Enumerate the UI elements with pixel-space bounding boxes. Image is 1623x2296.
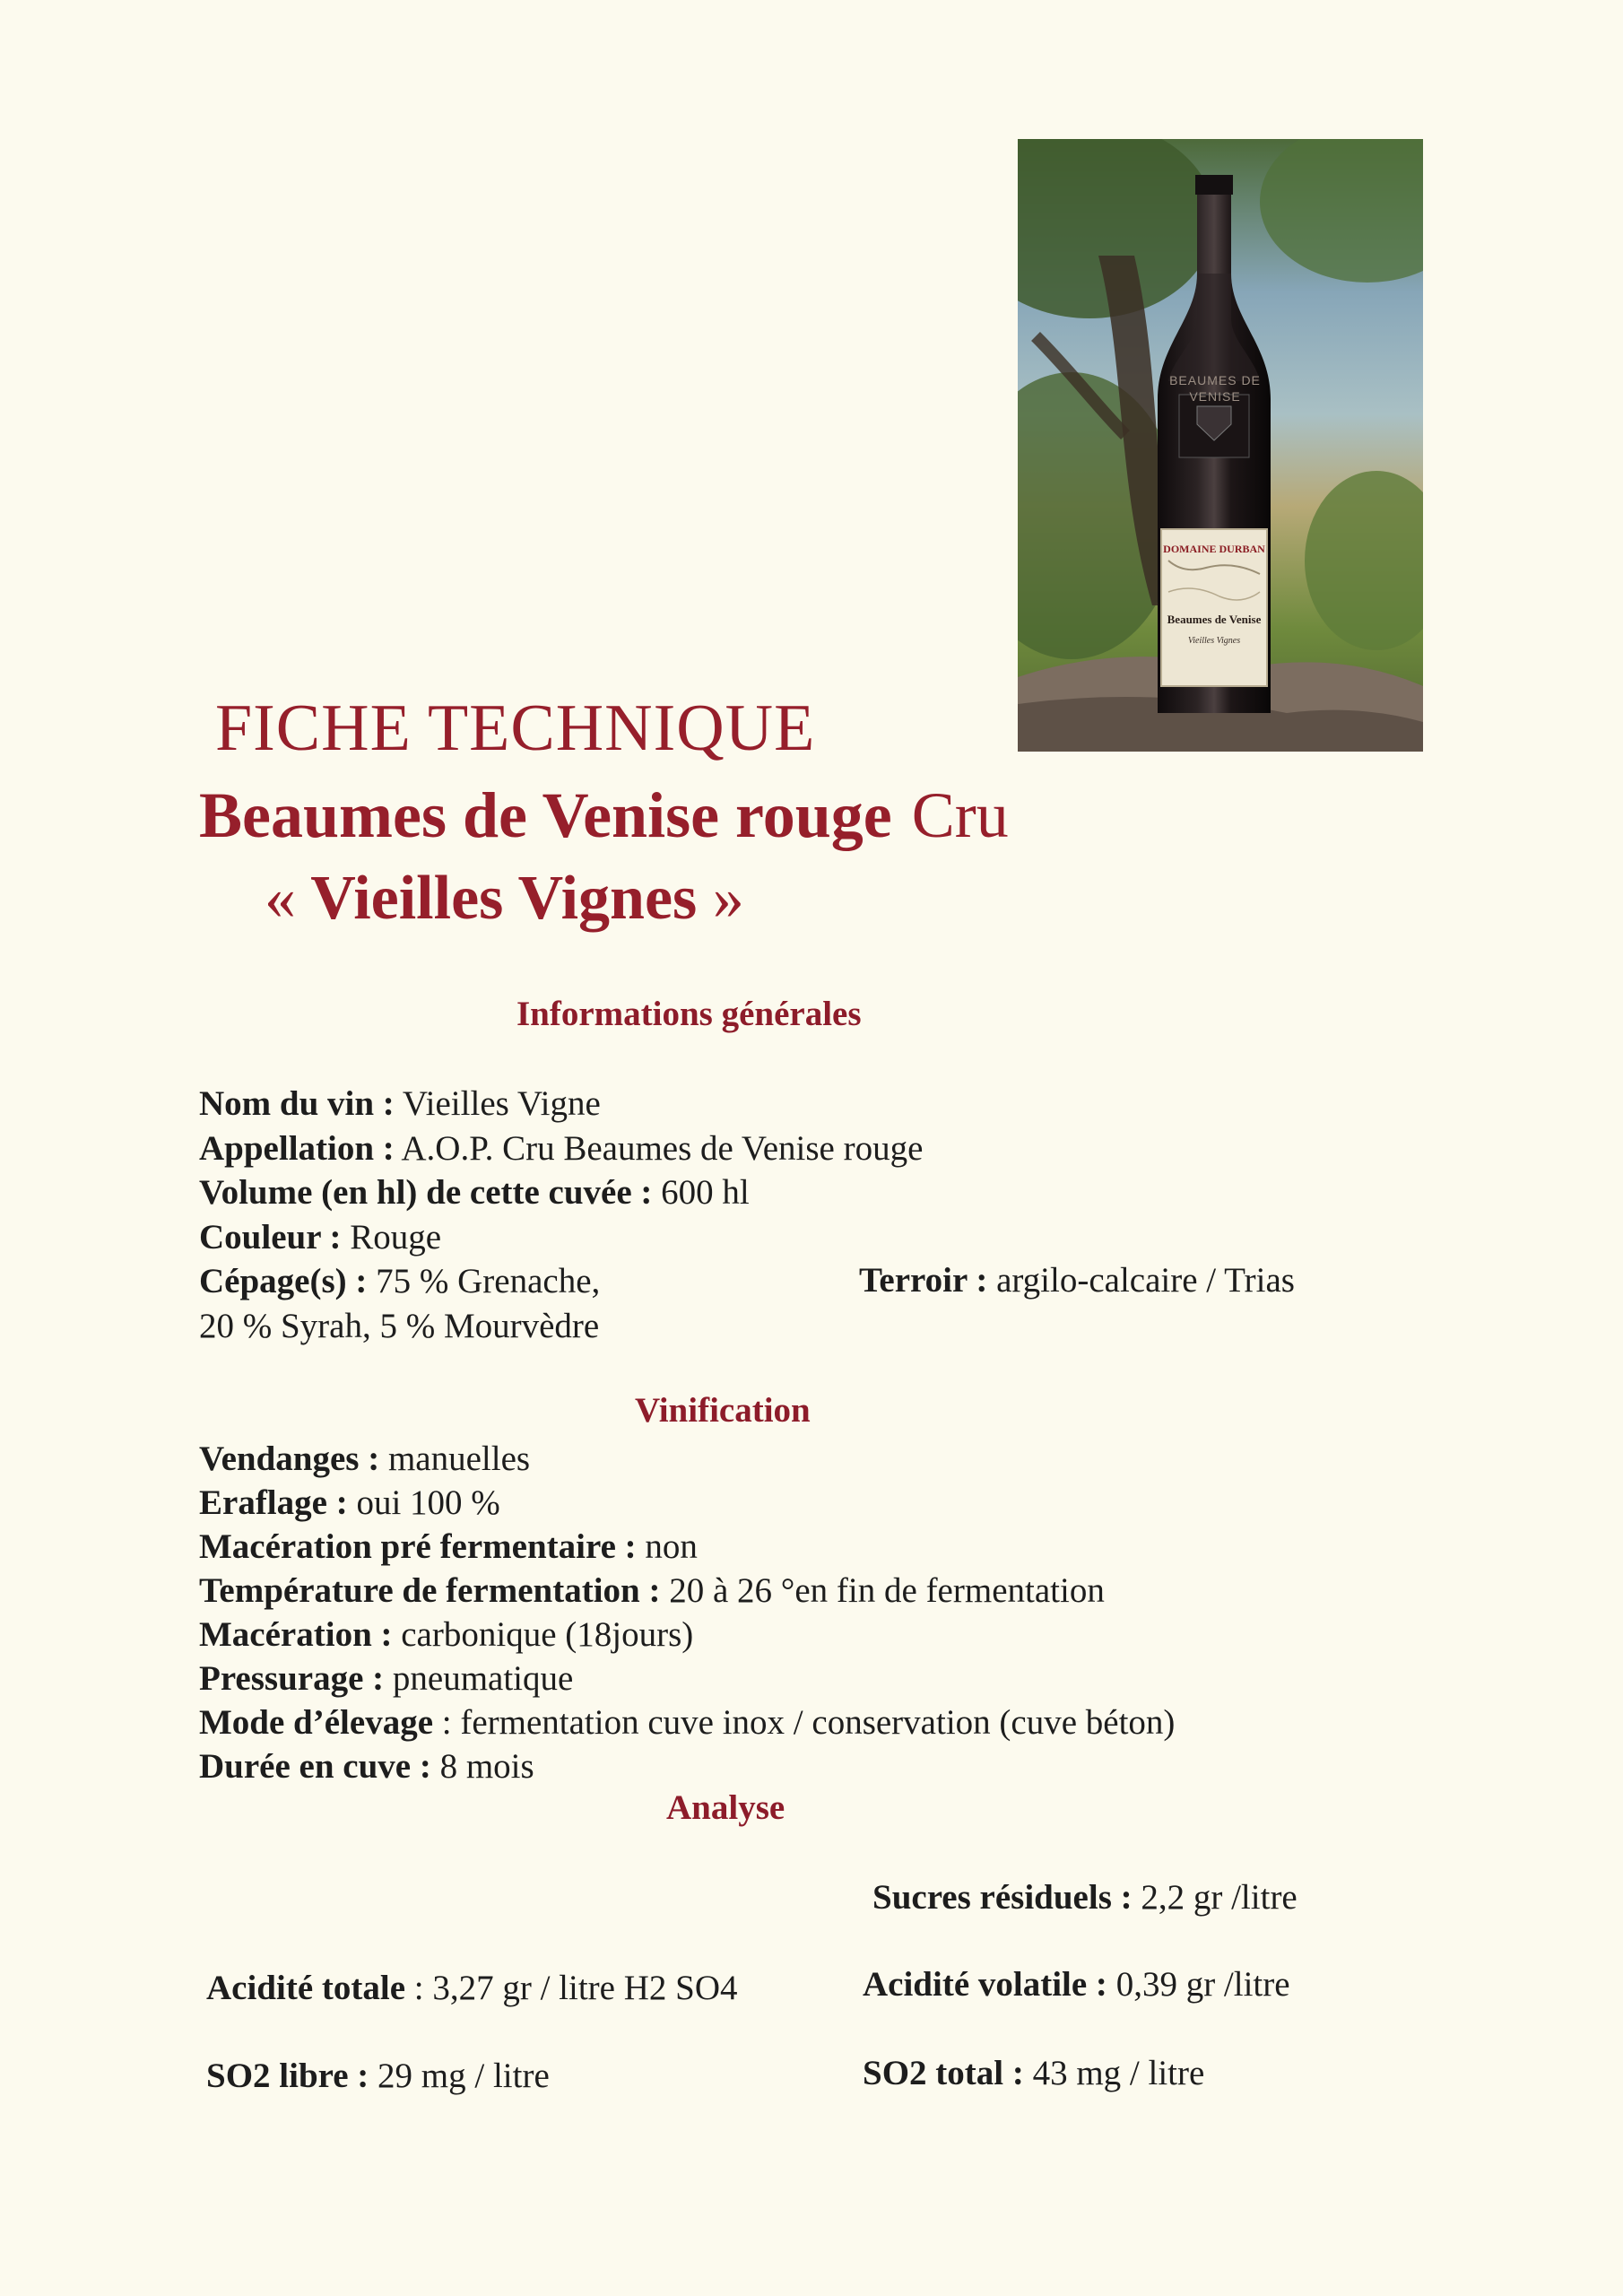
field-value: A.O.P. Cru Beaumes de Venise rouge <box>394 1128 924 1168</box>
label-estate-text: DOMAINE DURBAN <box>1163 543 1265 555</box>
field-value: Rouge <box>341 1217 442 1257</box>
field-value: 20 % Syrah, 5 % Mourvèdre <box>199 1306 600 1345</box>
field-value: manuelles <box>379 1439 531 1478</box>
field-couleur <box>199 1217 923 1262</box>
field-label: Acidité totale <box>206 1969 406 2007</box>
section-heading-analyse: Analyse <box>666 1788 785 1827</box>
field-value: 43 mg / litre <box>1023 2054 1205 2092</box>
field-label: Mode d’élevage <box>199 1703 434 1742</box>
field-label: SO2 total : <box>863 2054 1024 2092</box>
field-mode-elevage <box>199 1702 1175 1746</box>
wine-subtitle <box>199 778 1009 853</box>
field-acidite-totale <box>206 1968 738 2008</box>
field-value: oui 100 % <box>347 1483 500 1522</box>
field-maceration <box>199 1614 1175 1658</box>
field-maceration-pre <box>199 1526 1175 1570</box>
bottle-embossed-text: BEAUMES DE VENISE <box>1169 373 1261 404</box>
quote-open: « <box>265 864 296 933</box>
field-value: 2,2 gr /litre <box>1132 1878 1298 1917</box>
general-info-list <box>199 1083 923 1350</box>
wine-subtitle-cru: Cru <box>911 779 1009 851</box>
field-label: SO2 libre : <box>206 2057 369 2095</box>
field-label: Acidité volatile : <box>863 1965 1107 2004</box>
field-value: 0,39 gr /litre <box>1107 1965 1290 2004</box>
field-pressurage <box>199 1658 1175 1702</box>
label-wine-text: Beaumes de Venise <box>1167 613 1262 626</box>
field-value: 8 mois <box>430 1747 534 1786</box>
field-label: Couleur : <box>199 1217 342 1257</box>
field-cepages <box>199 1261 923 1306</box>
field-value: 20 à 26 °en fin de fermentation <box>660 1571 1105 1610</box>
field-value: carbonique (18jours) <box>392 1615 694 1654</box>
field-label: Terroir : <box>859 1261 988 1300</box>
quote-close: » <box>712 864 744 933</box>
section-heading-vinification: Vinification <box>635 1391 811 1430</box>
field-label: Volume (en hl) de cette cuvée : <box>199 1173 653 1212</box>
field-value: 29 mg / litre <box>369 2057 550 2095</box>
field-label: Pressurage : <box>199 1659 385 1698</box>
field-label: Vendanges : <box>199 1439 380 1478</box>
field-duree-cuve <box>199 1746 1175 1790</box>
field-vendanges <box>199 1439 1175 1483</box>
field-value: argilo-calcaire / Trias <box>987 1261 1295 1300</box>
field-value: : 3,27 gr / litre H2 SO4 <box>405 1969 738 2007</box>
field-value: pneumatique <box>384 1659 574 1698</box>
field-label: Nom du vin : <box>199 1084 395 1123</box>
field-acidite-volatile <box>863 1964 1290 2005</box>
field-value: 600 hl <box>652 1173 750 1212</box>
field-terroir <box>859 1260 1295 1300</box>
cuvee-title <box>265 863 744 935</box>
label-cuvee-text: Vieilles Vignes <box>1187 636 1241 646</box>
field-label: Température de fermentation : <box>199 1571 661 1610</box>
field-value: non <box>636 1527 698 1566</box>
field-nom-du-vin <box>199 1083 923 1128</box>
field-label: Macération : <box>199 1615 393 1654</box>
field-label: Macération pré fermentaire : <box>199 1527 637 1566</box>
field-label: Sucres résiduels : <box>872 1878 1133 1917</box>
document-title: FICHE TECHNIQUE <box>215 691 816 765</box>
field-label: Cépage(s) : <box>199 1262 368 1300</box>
field-label: Eraflage : <box>199 1483 348 1522</box>
field-label: Appellation : <box>199 1128 395 1168</box>
field-temperature <box>199 1570 1175 1614</box>
vinification-list <box>199 1439 1175 1790</box>
wine-subtitle-main: Beaumes de Venise rouge <box>199 779 892 851</box>
field-eraflage <box>199 1483 1175 1526</box>
field-cepages-continued <box>199 1306 923 1351</box>
field-value: Vieilles Vigne <box>394 1084 601 1123</box>
section-heading-general: Informations générales <box>516 995 862 1033</box>
field-sucres-residuels <box>872 1877 1298 1918</box>
field-so2-libre <box>206 2056 550 2096</box>
field-value: 75 % Grenache, <box>367 1262 601 1300</box>
wine-bottle-photo <box>1018 139 1423 752</box>
field-value: : fermentation cuve inox / conservation (cuve béton) <box>433 1703 1176 1742</box>
field-so2-total <box>863 2053 1204 2093</box>
field-volume <box>199 1172 923 1217</box>
field-label: Durée en cuve : <box>199 1747 431 1786</box>
cuvee-title-text: Vieilles Vignes <box>310 864 698 933</box>
field-appellation <box>199 1128 923 1173</box>
